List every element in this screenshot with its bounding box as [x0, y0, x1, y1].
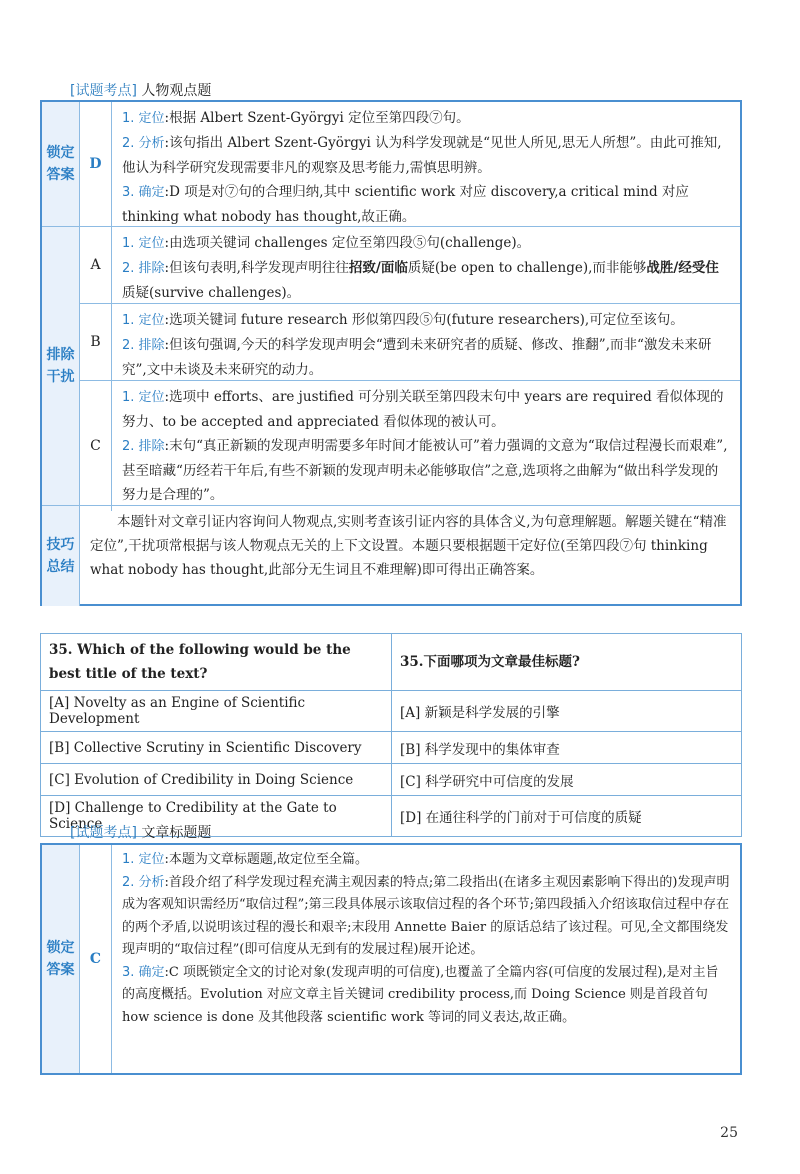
option-letter: B [80, 304, 112, 380]
option-en: [B] Collective Scrutiny in Scientific Discovery [41, 732, 392, 764]
exclude-label: 排除 干扰 [42, 227, 80, 505]
lock-answer-row [42, 102, 740, 227]
analysis-box-2 [40, 843, 742, 1075]
option-letter: A [80, 227, 112, 303]
exclude-option-a: A 1. 定位:由选项关键词 challenges 定位至第四段⑤句(challenge)。 2. 排除:但该句表明,科学发现声明往往招致/面临质疑(be open to challenge),而非能够战胜/经受住质疑(survive challenges)。 [80, 227, 740, 304]
option-en: [A] Novelty as an Engine of Scientific Development [41, 691, 392, 732]
exam-point-tag: [试题考点] [70, 83, 137, 99]
option-zh: [D] 在通往科学的门前对于可信度的质疑 [392, 796, 742, 837]
option-letter: C [80, 381, 112, 511]
exam-point-header-1 [70, 80, 211, 100]
exclude-option-b: B 1. 定位:选项关键词 future research 形似第四段⑤句(future researchers),可定位至该句。 2. 排除:但该句强调,今天的科学发现声明会“遭到未来研究者的质疑、修改、推翻”,而非“激发未来研究”,文中未谈及未来研究的动力。 [80, 304, 740, 381]
answer-letter: C [80, 845, 112, 1073]
lock-answer-content: 1. 定位:根据 Albert Szent-Györgyi 定位至第四段⑦句。 2. 分析:该句指出 Albert Szent-Györgyi 认为科学发现就是“见世人所见,思无人所想”。由此可推知,他认为科学研究发现需要非凡的观察及思考能力,需慎思明辨。 3. 确定:D 项是对⑦句的合理归纳,其中 scientific work 对应 discovery,a critical mind 对应 thinking what nobody has thought,故正确。 [122, 110, 722, 225]
exam-point-type: 文章标题题 [141, 825, 212, 841]
lock-answer-content: 1. 定位:本题为文章标题题,故定位至全篇。 2. 分析:首段介绍了科学发现过程充满主观因素的特点;第二段指出(在诸多主观因素影响下得出的)发现声明成为客观知识需经历“取信过程”;第三段具体展示该取信过程的各个环节;第四段插入介绍该取信过程中存在的两个矛盾,以说明该过程的漫长和艰辛;末段用 Annette Baier 的原话总结了该过程。可见,全文都围绕发现声明的“取信过程”(即可信度从无到有的发展过程)展开论述。 3. 确定:C 项既锁定全文的讨论对象(发现声明的可信度),也覆盖了全篇内容(可信度的发展过程),是对主旨的高度概括。Evolution 对应文章主旨关键词 credibility process,而 Doing Science 则是首段首句 how science is done 及其他段落 scientific work 等词的同义表达,故正确。 [122, 852, 730, 1025]
lock-answer-label: 锁定 答案 [42, 845, 80, 1073]
question-stem-zh: 35.下面哪项为文章最佳标题? [392, 634, 742, 691]
exam-point-header-2 [70, 822, 211, 842]
analysis-box-1 [40, 100, 742, 606]
option-en: [D] Challenge to Credibility at the Gate to Science [41, 796, 392, 837]
page-number: 25 [720, 1125, 738, 1141]
summary-row [42, 506, 740, 606]
lock-answer-label: 锁定 答案 [42, 102, 80, 226]
summary-content: 本题针对文章引证内容询问人物观点,实则考查该引证内容的具体含义,为句意理解题。解题关键在“精准定位”,干扰项常根据与该人物观点无关的上下文设置。本题只要根据题干定好位(至第四段⑦句 thinking what nobody has thought,此部分无生词且不难理解)即可得出正确答案。 [90, 514, 727, 578]
exam-point-type: 人物观点题 [141, 83, 212, 99]
exclude-row [42, 227, 740, 506]
option-zh: [B] 科学发现中的集体审查 [392, 732, 742, 764]
option-row [41, 732, 742, 764]
question-stem-en: 35. Which of the following would be the best title of the text? [41, 634, 392, 691]
option-zh: [C] 科学研究中可信度的发展 [392, 764, 742, 796]
exam-point-tag: [试题考点] [70, 825, 137, 841]
exclude-option-c: C 1. 定位:选项中 efforts、are justified 可分别关联至第四段末句中 years are required 看似体现的努力、to be accepted and appreciated 看似体现的被认可。 2. 排除:末句“真正新颖的发现声明需要多年时间才能被认可”着力强调的文意为“取信过程漫长而艰难”,甚至暗藏“历经若干年后,有些不新颖的发现声明未必能够取信”之意,选项将之曲解为“做出科学发现的努力是合理的”。 [80, 381, 740, 511]
option-en: [C] Evolution of Credibility in Doing Science [41, 764, 392, 796]
answer-letter: D [80, 102, 112, 226]
option-zh: [A] 新颖是科学发展的引擎 [392, 691, 742, 732]
question-stem-row [41, 634, 742, 691]
option-row [41, 764, 742, 796]
summary-label: 技巧 总结 [42, 506, 80, 606]
question-table [40, 633, 742, 837]
lock-answer-row [42, 845, 740, 1073]
option-row [41, 691, 742, 732]
